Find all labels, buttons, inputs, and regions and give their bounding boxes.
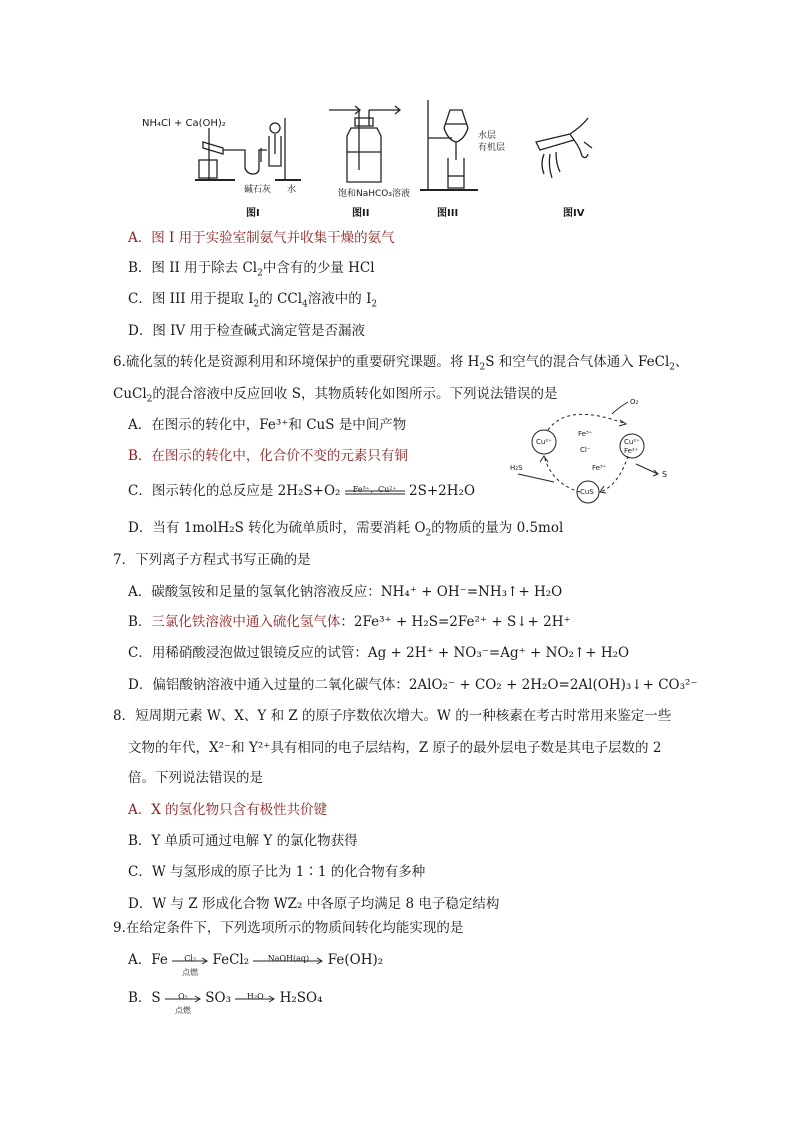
q5-option-d: D．图 IV 用于检查碱式滴定管是否漏液 <box>128 323 365 339</box>
q7-stem: 7．下列离子方程式书写正确的是 <box>113 552 311 568</box>
q6-cycle-diagram <box>508 394 678 506</box>
fig1-caption: 图I <box>246 208 260 219</box>
q6-option-a: A．在图示的转化中，Fe³⁺和 CuS 是中间产物 <box>128 417 407 433</box>
q8-stem-line2: 文物的年代，X²⁻和 Y²⁺具有相同的电子层结构，Z 原子的最外层电子数是其电子层数的 2 <box>128 740 662 756</box>
reaction-arrow: NaOH(aq) <box>253 951 323 971</box>
q8-stem-line3: 倍。下列说法错误的是 <box>128 770 263 786</box>
reaction-arrow: H₂O <box>235 989 275 1009</box>
q6-option-d: D．当有 1molH₂S 转化为硫单质时，需要消耗 $O_2$的物质的量为 0.5mol <box>128 520 564 539</box>
q7-option-c: C．用稀硝酸浸泡做过银镜反应的试管：Ag + 2H⁺ + NO₃⁻=Ag⁺ + NO₂↑+ H₂O <box>128 645 630 661</box>
fig1-label-water: 水 <box>287 185 297 195</box>
fig4-burette-check-drawing <box>530 112 600 192</box>
q8-option-c: C．W 与氢形成的原子比为 1∶1 的化合物有多种 <box>128 864 426 880</box>
q7-option-a: A．碳酸氢铵和足量的氢氧化钠溶液反应：NH₄⁺ + OH⁻=NH₃↑+ H₂O <box>128 584 563 600</box>
q5-option-c: C．图 III 用于提取 $I_2$的 CCl$_4$溶液中的 $I_2$ <box>128 291 378 310</box>
fig3-label-organic-layer: 有机层 <box>478 143 506 153</box>
q8-option-a: A．X 的氢化物只含有极性共价键 <box>128 802 328 818</box>
cycle-fe3plus-mid: Fe³⁺ <box>592 464 607 472</box>
cycle-s: S <box>662 470 668 479</box>
q6-stem-line2: CuCl$_2$的混合溶液中反应回收 S，其物质转化如图所示。下列说法错误的是 <box>113 386 558 405</box>
fig3-caption: 图III <box>437 208 459 219</box>
catalyst-arrow: Fe³⁺、Cu²⁺ <box>352 484 397 494</box>
q5-option-a: A．图 I 用于实验室制氨气并收集干燥的氨气 <box>128 230 395 246</box>
fig2-caption: 图II <box>352 208 370 219</box>
fig4-caption: 图IV <box>563 208 585 219</box>
fig1-reagent: NH₄Cl + Ca(OH)₂ <box>142 118 226 129</box>
q6-option-b: B．在图示的转化中，化合价不变的元素只有铜 <box>128 448 408 464</box>
q8-option-d: D．W 与 Z 形成化合物 WZ₂ 中各原子均满足 8 电子稳定结构 <box>128 896 500 912</box>
fig2-label-solution: 饱和NaHCO₃溶液 <box>338 189 410 199</box>
q9-option-a: A．Fe Cl₂ 点燃 FeCl₂ NaOH(aq) Fe(OH)₂ <box>128 952 384 977</box>
q8-stem-line1: 8．短周期元素 W、X、Y 和 Z 的原子序数依次增大。W 的一种核素在考古时常用来鉴定一些 <box>113 708 672 724</box>
q8-option-b: B．Y 单质可通过电解 Y 的氯化物获得 <box>128 833 358 849</box>
fig3-label-water-layer: 水层 <box>478 131 497 141</box>
fig2-gas-bottle-drawing <box>325 100 405 188</box>
q7-option-d: D．偏铝酸钠溶液中通入过量的二氧化碳气体：2AlO₂⁻ + CO₂ + 2H₂O=2Al(OH)₃↓+ CO₃²⁻ <box>128 677 698 693</box>
cycle-fe3plus-top: Fe³⁺ <box>578 430 593 438</box>
cycle-cl-minus: Cl⁻ <box>580 446 591 454</box>
q7-option-b: B．三氯化铁溶液中通入硫化氢气体：2Fe³⁺ + H₂S=2Fe²⁺ + S↓+ 2H⁺ <box>128 614 571 630</box>
cycle-o2: O₂ <box>630 398 639 406</box>
q9-stem: 9.在给定条件下，下列选项所示的物质间转化均能实现的是 <box>113 920 464 936</box>
q5-option-b: B．图 II 用于除去 $Cl_2$中含有的少量 HCl <box>128 260 375 279</box>
q6-stem-line1: 6.硫化氢的转化是资源利用和环境保护的重要研究课题。将 $H_2S$ 和空气的混合气体通入 FeCl$_2$、 <box>113 354 689 373</box>
fig1-label-soda-lime: 碱石灰 <box>244 185 272 195</box>
reaction-arrow: O₂ 点燃 <box>165 989 201 1009</box>
reaction-arrow: Cl₂ 点燃 <box>172 951 208 971</box>
cycle-h2s: H₂S <box>510 464 523 472</box>
q9-option-b: B．S O₂ 点燃 SO₃ H₂O H₂SO₄ <box>128 990 323 1015</box>
q6-option-c: C．图示转化的总反应是 2H₂S+O₂ Fe³⁺、Cu²⁺ 2S+2H₂O <box>128 481 475 502</box>
cycle-fe2plus-right: Fe²⁺ <box>624 447 639 455</box>
cycle-cus: CuS <box>580 488 594 496</box>
cycle-cu2plus: Cu²⁺ <box>536 438 552 446</box>
fig1-apparatus-drawing <box>195 108 305 192</box>
cycle-cu2plus-right: Cu²⁺ <box>624 438 640 446</box>
